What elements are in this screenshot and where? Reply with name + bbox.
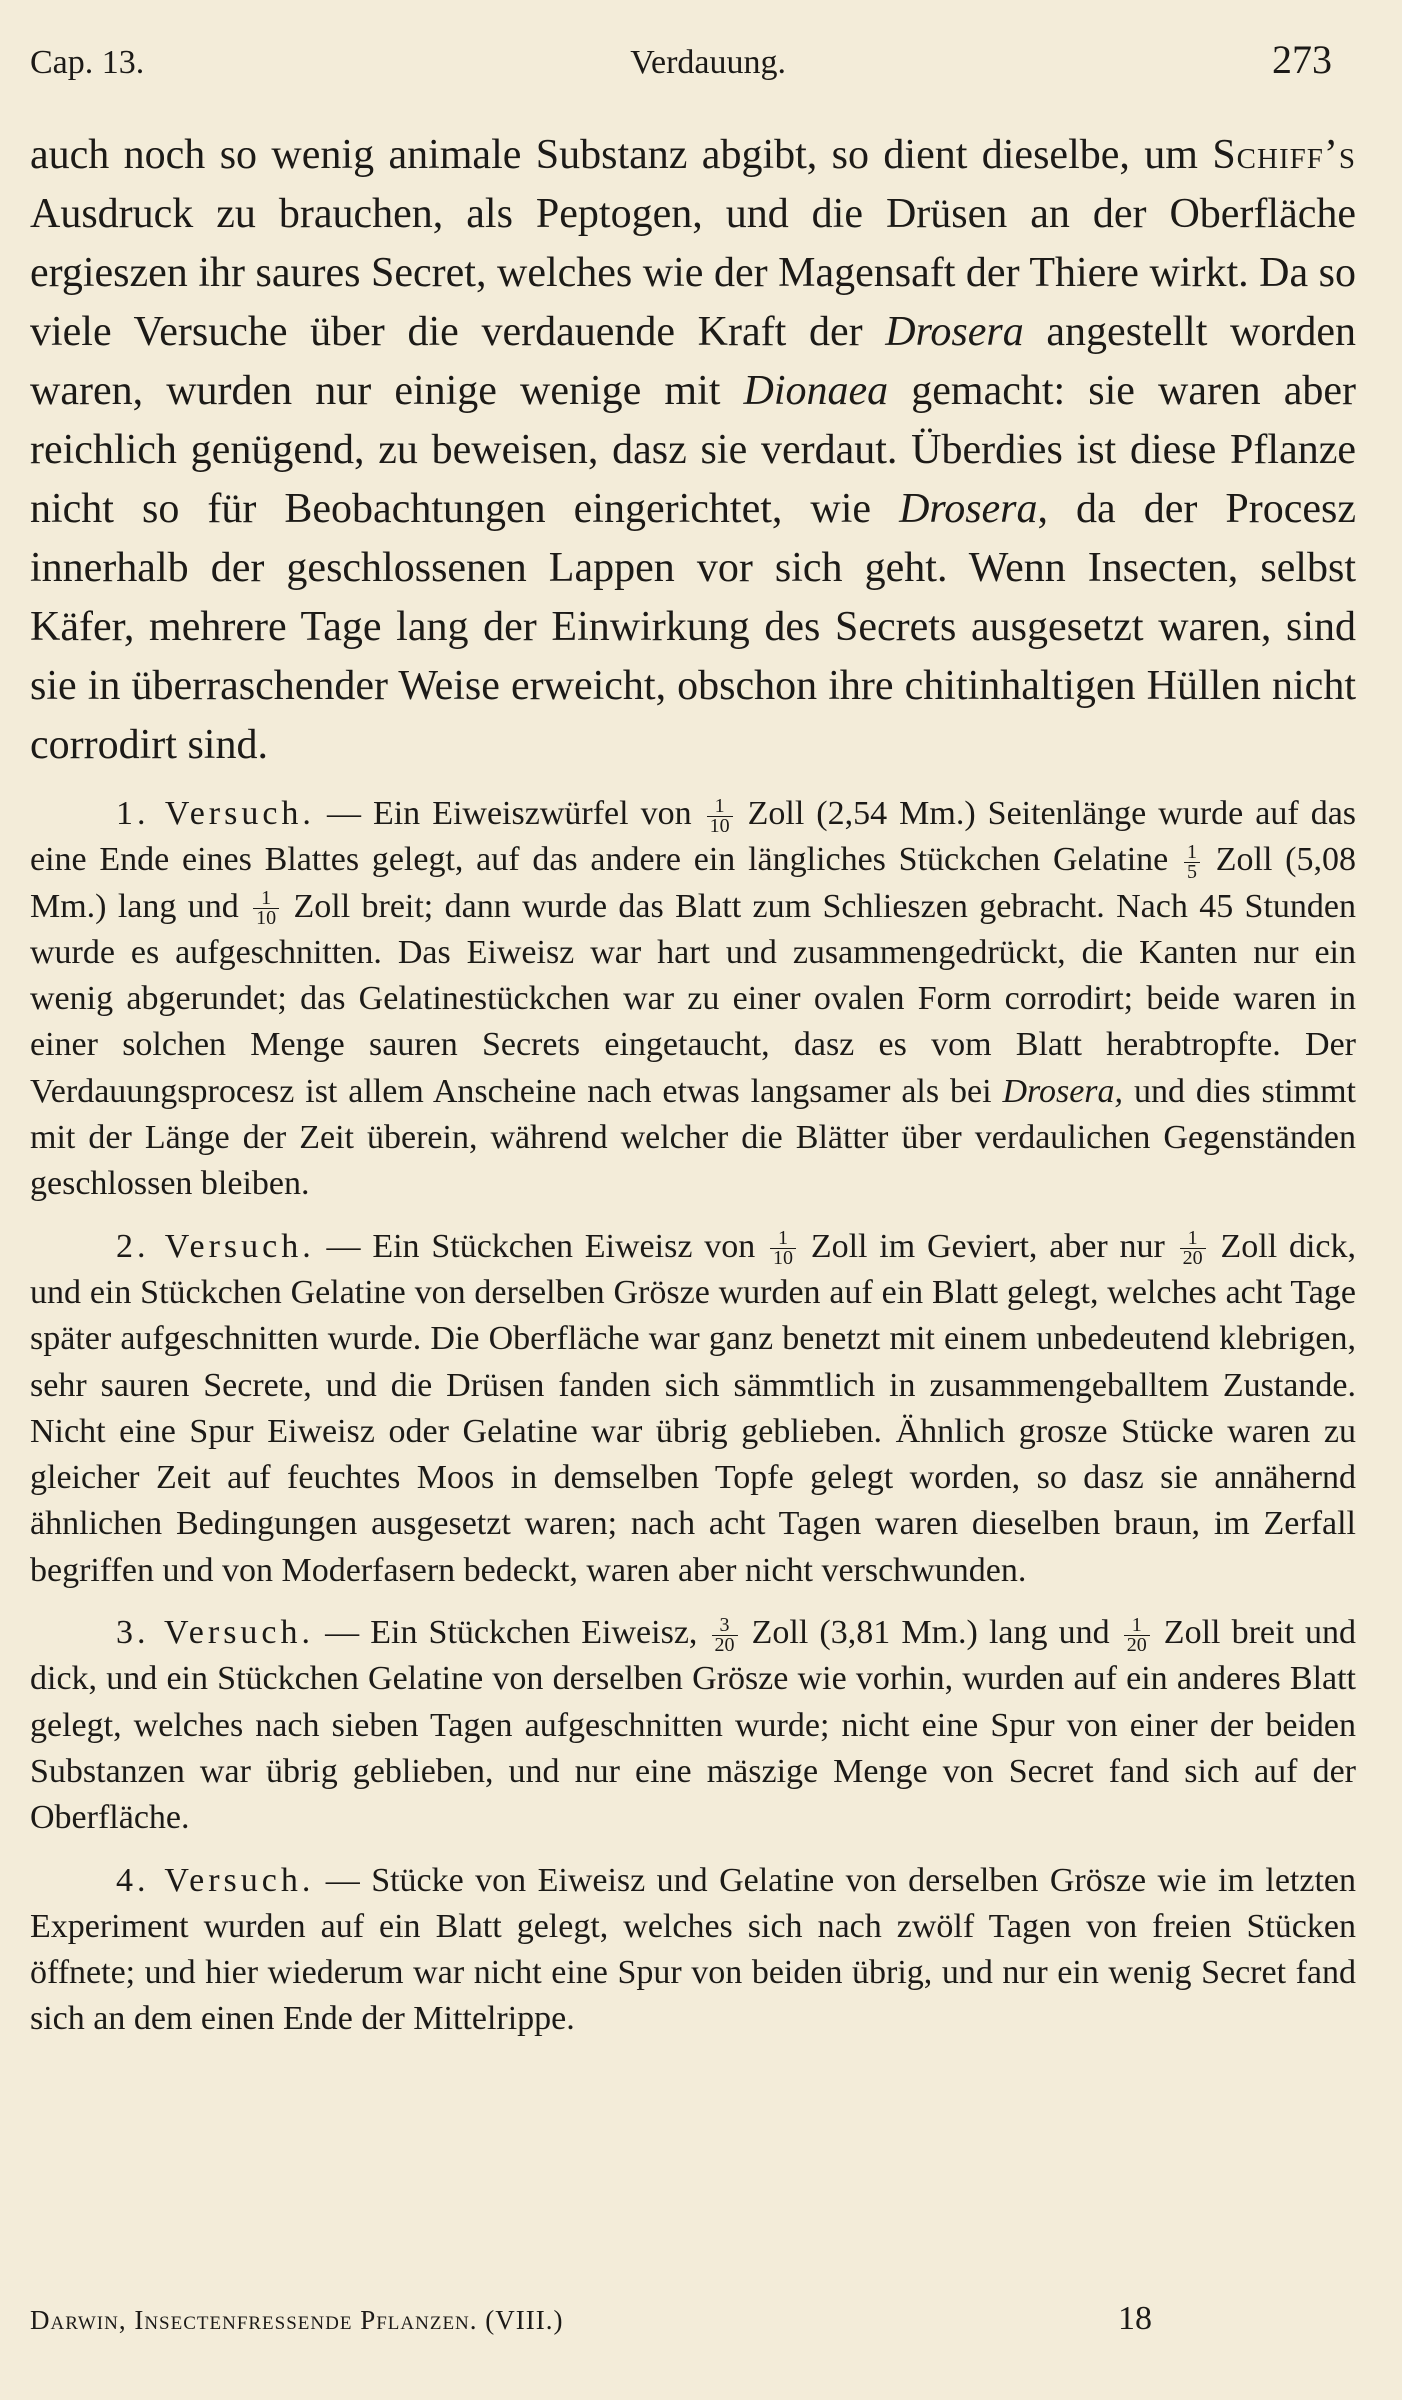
running-title: Verdauung. bbox=[630, 44, 787, 81]
experiment-text: — Stücke von Eiweisz und Gelatine von derselben Grösze wie im letzten Experiment wurden auf ein Blatt gelegt, welches sich nach zwölf Tagen von freien Stücken öffnete; und hier wiederum war nicht eine Spur von beiden übrig, und nur ein wenig Secret fand sich an dem einen Ende der Mittelrippe. bbox=[30, 1861, 1356, 2038]
fraction-denominator: 5 bbox=[1187, 861, 1197, 883]
fraction bbox=[1180, 1229, 1206, 1268]
body-text bbox=[30, 126, 1356, 2043]
experiment-2-paragraph bbox=[30, 1224, 1356, 1594]
experiment-text: und dies stimmt mit der Länge der Zeit überein, während welcher die Blätter über verdaulichen Gegenständen geschlossen bleiben. bbox=[30, 1072, 1356, 1203]
experiment-text: Zoll breit und dick, und ein Stückchen Gelatine von derselben Grösze wie vorhin, wurden auf ein anderes Blatt gelegt, welches nach sieben Tagen aufgeschnitten wurde; nicht eine Spur von einer der beiden Substanzen war übrig geblieben, und nur eine mäszige Menge von Secret fand sich auf der Oberfläche. bbox=[30, 1614, 1356, 1837]
experiment-text: Zoll (3,81 Mm.) lang und bbox=[740, 1614, 1121, 1652]
intro-text-3: angestellt worden waren, wurden nur einige wenige mit bbox=[30, 309, 1356, 414]
fraction-numerator: 1 bbox=[707, 797, 733, 817]
experiment-text: Zoll breit; dann wurde das Blatt zum Schlieszen gebracht. Nach 45 Stunden wurde es aufgeschnitten. Das Eiweisz war hart und zusammengedrückt, die Kanten nur ein wenig abgerundet; das Gelatinestückchen war zu einer ovalen Form corrodirt; beide waren in einer solchen Menge sauren Secrets eingetaucht, dasz es vom Blatt herabtropfte. Der Verdauungsprocesz ist allem Anscheine nach etwas langsamer als bei bbox=[30, 887, 1356, 1110]
page-footer bbox=[30, 2300, 1152, 2338]
intro-text-2: Ausdruck zu brauchen, als Peptogen, und die Drüsen an der Oberfläche ergieszen ihr saures Secret, welches wie der Magensaft der Thiere wirkt. Da so viele Versuche über die verdauende Kraft der bbox=[30, 191, 1356, 355]
printer-signature: Darwin, Insectenfressende Pflanzen. (VIII.) bbox=[30, 2305, 564, 2335]
fraction-numerator: 1 bbox=[253, 889, 279, 909]
experiment-4-paragraph bbox=[30, 1858, 1356, 2043]
chapter-label: Cap. 13. bbox=[30, 44, 145, 81]
experiment-text: — Ein Stückchen Eiweisz von bbox=[314, 1227, 768, 1265]
fraction-numerator: 1 bbox=[770, 1229, 796, 1249]
fraction-numerator: 1 bbox=[1184, 843, 1200, 863]
fraction-numerator: 1 bbox=[1124, 1616, 1150, 1636]
fraction bbox=[1124, 1613, 1150, 1656]
fraction bbox=[712, 1613, 738, 1656]
page-number: 273 bbox=[1271, 37, 1332, 82]
experiment-label: 2. Versuch. bbox=[116, 1227, 315, 1265]
fraction-denominator: 10 bbox=[773, 1247, 794, 1270]
experiment-label: 3. Versuch. bbox=[116, 1614, 315, 1652]
experiment-text: — Ein Eiweiszwürfel von bbox=[314, 795, 704, 832]
intro-text-5: , da der Procesz innerhalb der geschlossenen Lappen vor sich geht. Wenn Insecten, selbst Käfer, mehrere Tage lang der Einwirkung des Secrets ausgesetzt waren, sind sie in überraschender Weise erweicht, obschon ihre chitinhaltigen Hüllen nicht corrodirt sind. bbox=[30, 486, 1356, 768]
experiment-text: Zoll (5,08 Mm.) lang und bbox=[30, 841, 1357, 925]
fraction-denominator: 20 bbox=[1126, 1633, 1147, 1656]
fraction-denominator: 10 bbox=[709, 814, 730, 837]
experiment-label: 1. Versuch. bbox=[116, 795, 315, 832]
author-name-schiff: Schiff’s bbox=[1212, 132, 1356, 178]
genus-drosera: Drosera bbox=[885, 309, 1024, 355]
experiment-text: — Ein Stückchen Eiweisz, bbox=[314, 1614, 709, 1652]
fraction-numerator: 1 bbox=[1180, 1229, 1206, 1249]
fraction bbox=[253, 889, 279, 928]
fraction-numerator: 3 bbox=[712, 1616, 738, 1636]
experiment-text: Zoll im Geviert, aber nur bbox=[799, 1227, 1177, 1265]
genus-drosera: Drosera, bbox=[1002, 1072, 1124, 1110]
experiment-label: 4. Versuch. bbox=[116, 1861, 315, 1899]
fraction-denominator: 20 bbox=[1182, 1247, 1203, 1270]
genus-dionaea: Dionaea bbox=[743, 368, 889, 414]
fraction-denominator: 20 bbox=[714, 1633, 735, 1656]
experiment-text: Zoll (2,54 Mm.) Seitenlänge wurde auf das eine Ende eines Blattes gelegt, auf das andere ein längliches Stückchen Gelatine bbox=[30, 795, 1357, 879]
running-head bbox=[30, 36, 1332, 83]
sheet-number: 18 bbox=[1118, 2300, 1152, 2337]
fraction bbox=[1184, 843, 1200, 882]
intro-paragraph bbox=[30, 126, 1356, 775]
experiment-1-paragraph bbox=[30, 791, 1356, 1208]
intro-text-4: gemacht: sie waren aber reichlich genügend, zu beweisen, dasz sie verdaut. Überdies ist diese Pflanze nicht so für Beobachtungen eingerichtet, wie bbox=[30, 368, 1356, 532]
fraction-denominator: 10 bbox=[256, 907, 277, 930]
genus-drosera: Drosera bbox=[899, 486, 1038, 532]
experiment-3-paragraph bbox=[30, 1610, 1356, 1841]
fraction bbox=[770, 1229, 796, 1268]
intro-text-1: auch noch so wenig animale Substanz abgibt, so dient dieselbe, um bbox=[30, 132, 1213, 178]
experiment-text: Zoll dick, und ein Stückchen Gelatine von derselben Grösze wurden auf ein Blatt gelegt, welches acht Tage später aufgeschnitten wurde. Die Oberfläche war ganz benetzt mit einem unbedeutend klebrigen, sehr sauren Secrete, und die Drüsen fanden sich sämmtlich in zusammengeballtem Zustande. Nicht eine Spur Eiweisz oder Gelatine war übrig geblieben. Ähnlich grosze Stücke waren zu gleicher Zeit auf feuchtes Moos in demselben Topfe gelegt worden, so dasz sie annähernd ähnlichen Bedingungen ausgesetzt waren; nach acht Tagen waren dieselben braun, im Zerfall begriffen und von Moderfasern bedeckt, waren aber nicht verschwunden. bbox=[30, 1227, 1356, 1589]
fraction bbox=[707, 794, 733, 837]
